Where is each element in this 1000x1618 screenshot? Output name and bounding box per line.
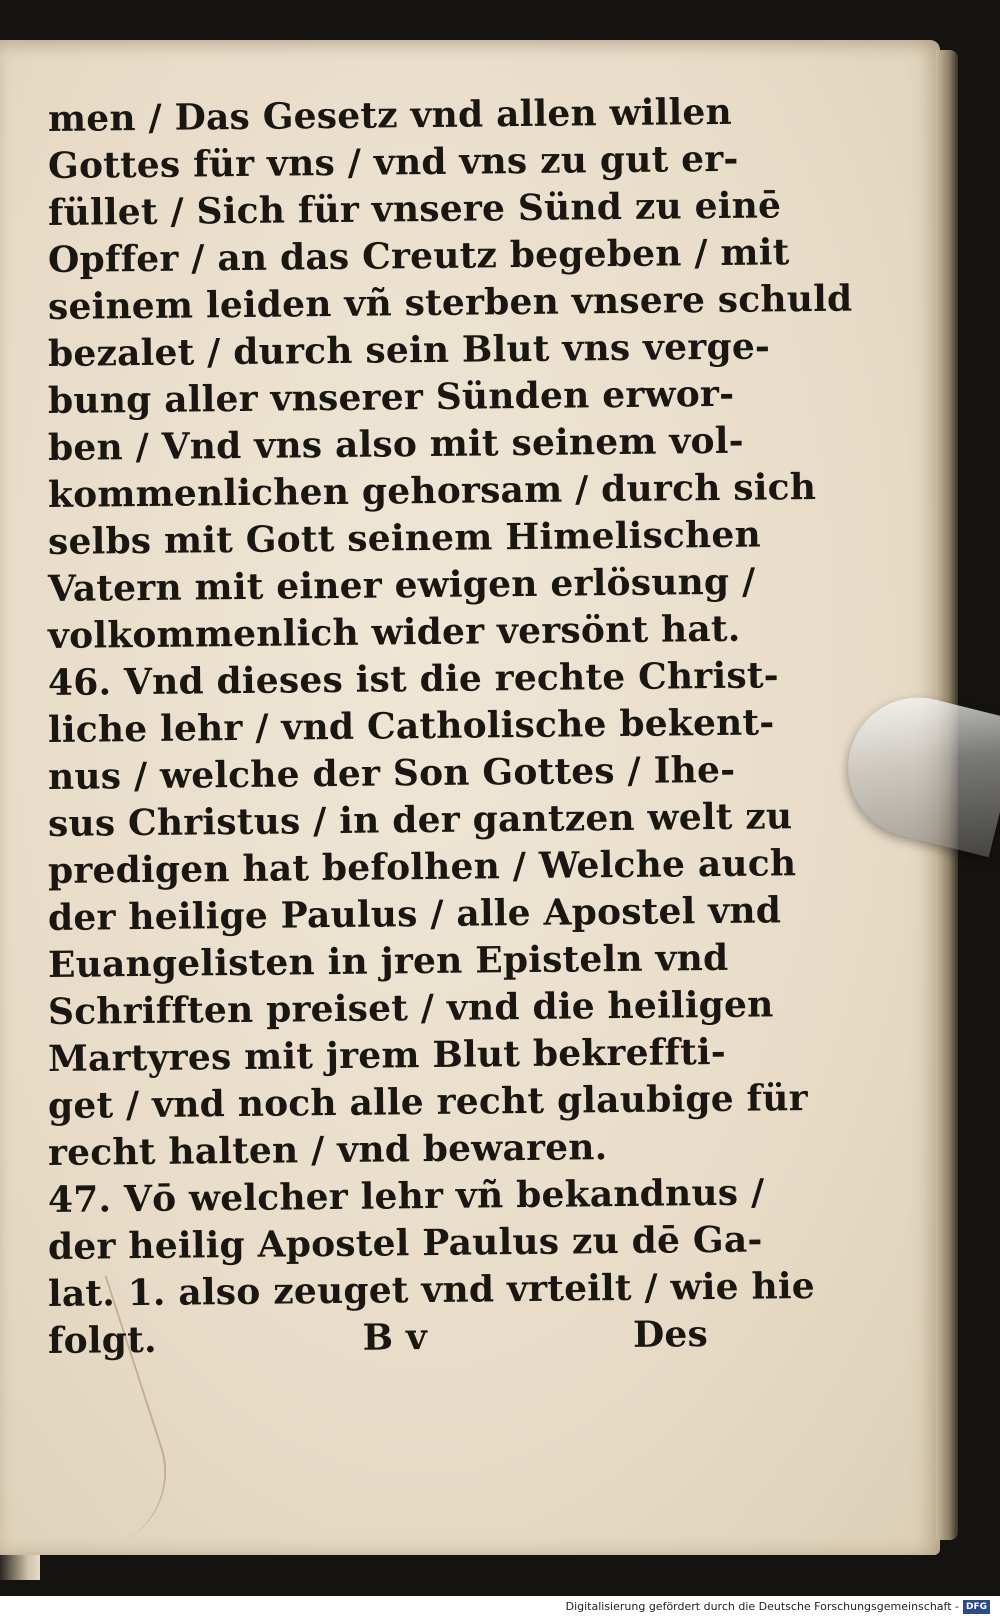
credit-text: Digitalisierung gefördert durch die Deutsche Forschungsgemeinschaft - <box>565 1600 959 1613</box>
text-line: lat. 1. also zeuget vnd vrteilt / wie hie <box>47 1264 816 1315</box>
catchword: Des <box>632 1313 709 1356</box>
digitization-credit <box>562 1598 994 1616</box>
text-line: men / Das Gesetz vnd allen willen <box>47 90 733 140</box>
text-line: seinem leiden vñ sterben vnsere schuld <box>47 277 853 328</box>
text-line: predigen hat befolhen / Welche auch <box>47 842 797 892</box>
text-line: Gottes für vns / vnd vns zu gut er- <box>47 137 739 187</box>
last-text-line <box>48 1311 708 1365</box>
dfg-logo: DFG <box>963 1600 990 1614</box>
text-line: 46. Vnd dieses ist die rechte Christ- <box>47 654 780 704</box>
text-line: Martyres mit jrem Blut bekreffti- <box>47 1030 727 1080</box>
text-line: bung aller vnserer Sünden erwor- <box>47 372 735 422</box>
text-line: nus / welche der Son Gottes / Ihe- <box>47 748 736 798</box>
text-line: bezalet / durch sein Blut vns verge- <box>47 325 771 375</box>
text-line: recht halten / vnd bewaren. <box>47 1126 608 1174</box>
text-line: füllet / Sich für vnsere Sünd zu einē <box>47 184 782 234</box>
text-line: Euangelisten in jren Episteln vnd <box>47 936 729 986</box>
page-text <box>47 90 853 1365</box>
last-word: folgt. <box>47 1318 157 1362</box>
text-line: der heilige Paulus / alle Apostel vnd <box>47 889 782 939</box>
text-line: liche lehr / vnd Catholische bekent- <box>47 701 775 751</box>
text-line: Vatern mit einer ewigen erlösung / <box>47 560 756 610</box>
text-line: 47. Vō welcher lehr vñ bekandnus / <box>47 1171 765 1221</box>
text-line: Schrifften preiset / vnd die heiligen <box>47 983 774 1033</box>
text-line: selbs mit Gott seinem Himelischen <box>47 513 762 563</box>
text-line: der heilig Apostel Paulus zu dē Ga- <box>47 1218 763 1268</box>
text-line: get / vnd noch alle recht glaubige für <box>47 1077 808 1127</box>
text-line: ben / Vnd vns also mit seinem vol- <box>47 419 744 469</box>
text-line: sus Christus / in der gantzen welt zu <box>47 795 793 845</box>
text-line: volkommenlich wider versönt hat. <box>47 607 741 657</box>
text-line: Opffer / an das Creutz begeben / mit <box>47 231 790 281</box>
signature-mark: B v <box>362 1316 428 1359</box>
text-line: kommenlichen gehorsam / durch sich <box>47 465 817 516</box>
